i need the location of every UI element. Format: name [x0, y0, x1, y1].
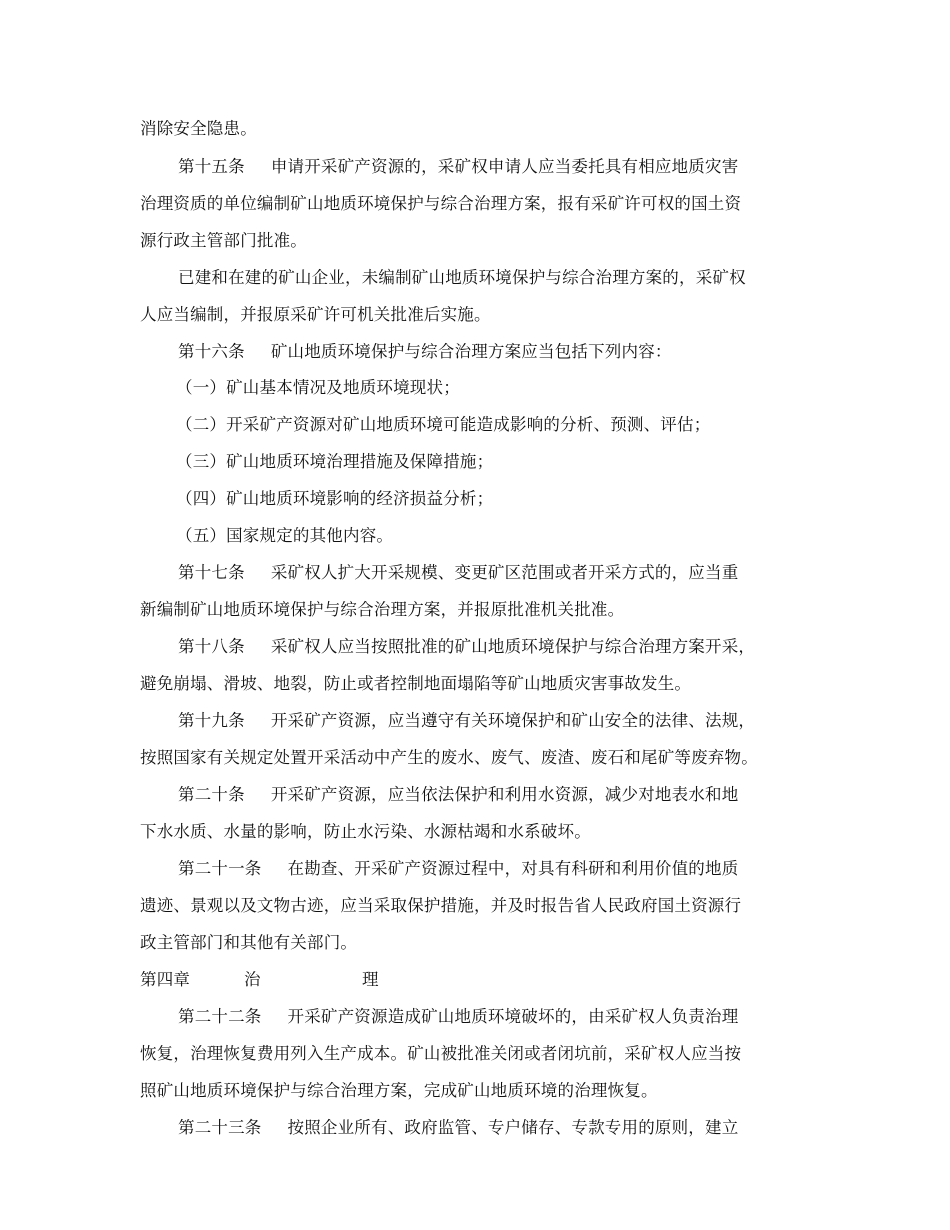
article-17-line: 第十七条 采矿权人扩大开采规模、变更矿区范围或者开采方式的，应当重: [178, 563, 739, 582]
paragraph-line: 已建和在建的矿山企业，未编制矿山地质环境保护与综合治理方案的，采矿权: [178, 268, 746, 287]
article-number: 第十五条: [178, 157, 245, 176]
article-15-line: 第十五条 申请开采矿产资源的，采矿权申请人应当委托具有相应地质灾害: [178, 157, 739, 176]
paragraph-line: 政主管部门和其他有关部门。: [140, 933, 358, 952]
article-number: 第十八条: [178, 637, 245, 656]
article-22-line: 第二十二条 开采矿产资源造成矿山地质环境破坏的，由采矿权人负责治理: [178, 1007, 739, 1026]
list-item: （三）矿山地质环境治理措施及保障措施；: [176, 452, 494, 471]
chapter-heading: [140, 970, 820, 990]
list-item: （四）矿山地质环境影响的经济损益分析；: [176, 489, 494, 508]
paragraph-line: 遗迹、景观以及文物古迹，应当采取保护措施，并及时报告省人民政府国土资源行: [140, 896, 742, 915]
paragraph-line: 新编制矿山地质环境保护与综合治理方案，并报原批准机关批准。: [140, 600, 625, 619]
article-21-line: 第二十一条 在勘查、开采矿产资源过程中，对具有科研和利用价值的地质: [178, 859, 739, 878]
paragraph-line: 下水水质、水量的影响，防止水污染、水源枯竭和水系破坏。: [140, 822, 591, 841]
article-18-line: 第十八条 采矿权人应当按照批准的矿山地质环境保护与综合治理方案开采，: [178, 637, 756, 656]
paragraph-line: 源行政主管部门批准。: [140, 231, 307, 250]
chapter-title-part: 理: [362, 970, 379, 989]
list-item: （一）矿山基本情况及地质环境现状；: [176, 378, 460, 397]
article-16-line: 第十六条 矿山地质环境保护与综合治理方案应当包括下列内容：: [178, 342, 672, 361]
article-20-line: 第二十条 开采矿产资源，应当依法保护和利用水资源，减少对地表水和地: [178, 785, 739, 804]
paragraph-line: 恢复，治理恢复费用列入生产成本。矿山被批准关闭或者闭坑前，采矿权人应当按: [140, 1044, 742, 1063]
article-number: 第二十一条: [178, 859, 262, 878]
article-number: 第二十二条: [178, 1007, 262, 1026]
paragraph-line: 治理资质的单位编制矿山地质环境保护与综合治理方案，报有采矿许可权的国土资: [140, 194, 742, 213]
chapter-title-part: 治: [244, 970, 261, 989]
article-number: 第十六条: [178, 342, 245, 361]
article-19-line: 第十九条 开采矿产资源，应当遵守有关环境保护和矿山安全的法律、法规，: [178, 711, 756, 730]
chapter-number: 第四章: [140, 970, 191, 989]
paragraph-line: 照矿山地质环境保护与综合治理方案，完成矿山地质环境的治理恢复。: [140, 1081, 658, 1100]
paragraph-line: 按照国家有关规定处置开采活动中产生的废水、废气、废渣、废石和尾矿等废弃物。: [140, 748, 758, 767]
article-number: 第二十条: [178, 785, 245, 804]
paragraph-line: 人应当编制，并报原采矿许可机关批准后实施。: [140, 305, 491, 324]
article-number: 第十九条: [178, 711, 245, 730]
paragraph-line: 消除安全隐患。: [140, 119, 257, 138]
article-number: 第十七条: [178, 563, 245, 582]
list-item: （二）开采矿产资源对矿山地质环境可能造成影响的分析、预测、评估；: [176, 415, 711, 434]
paragraph-line: 避免崩塌、滑坡、地裂，防止或者控制地面塌陷等矿山地质灾害事故发生。: [140, 674, 692, 693]
list-item: （五）国家规定的其他内容。: [176, 526, 394, 545]
article-23-line: 第二十三条 按照企业所有、政府监管、专户储存、专款专用的原则，建立: [178, 1118, 739, 1137]
article-number: 第二十三条: [178, 1118, 262, 1137]
